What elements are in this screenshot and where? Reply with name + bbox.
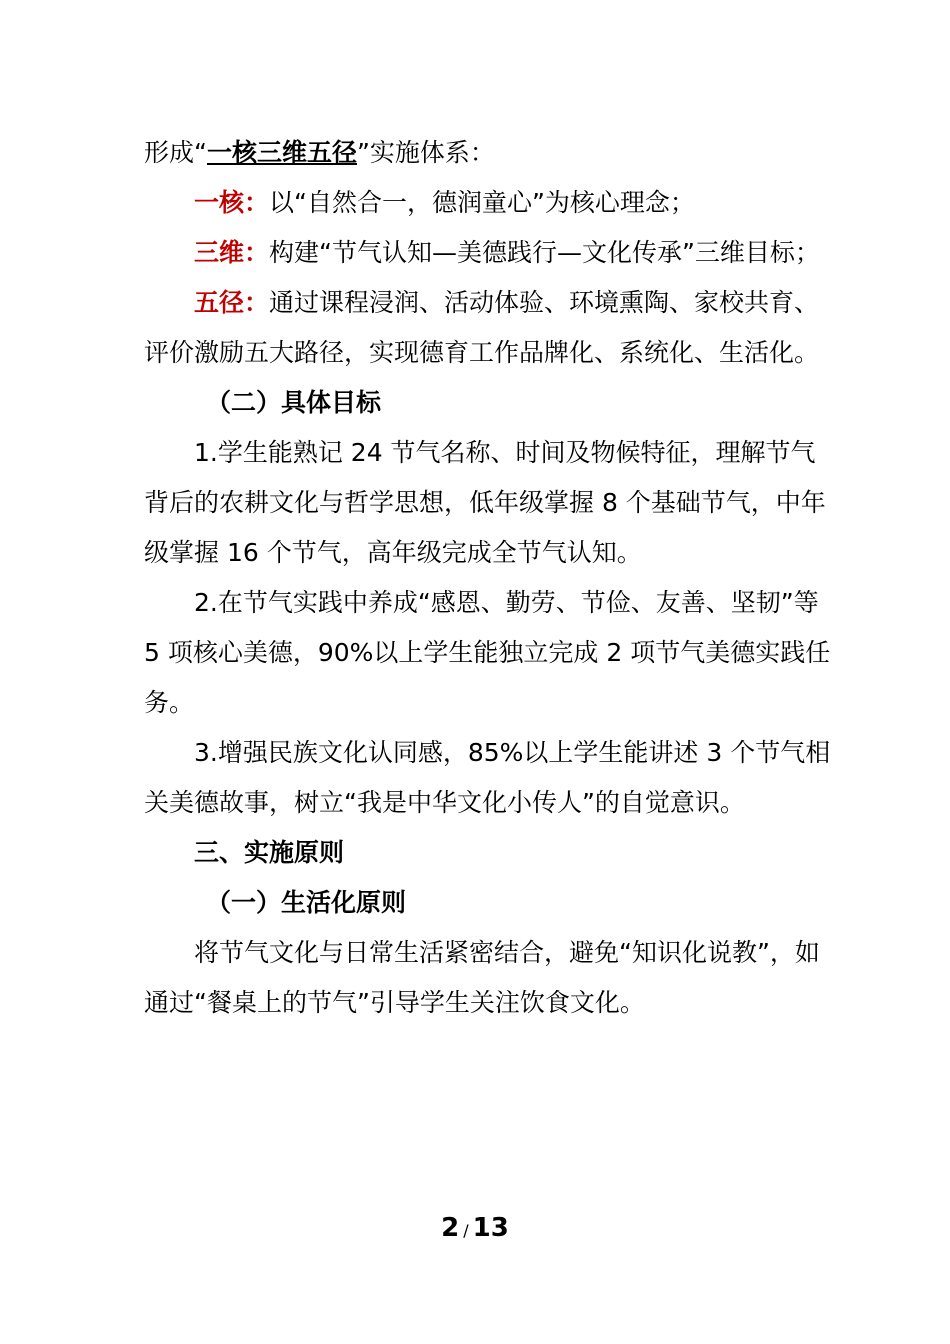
intro-paragraph: [144, 128, 834, 178]
total-page-count: 13: [472, 1213, 509, 1243]
three-dimensions-text: 构建“节气认知—美德践行—文化传承”三维目标；: [269, 238, 820, 267]
principles-paragraph: 将节气文化与日常生活紧密结合，避免“知识化说教”，如通过“餐桌上的节气”引导学生关注饮食文化。: [144, 938, 820, 1017]
core-label: 一核：: [194, 188, 270, 217]
goal-item-3: 3.增强民族文化认同感，85%以上学生能讲述 3 个节气相关美德故事，树立“我是中华文化小传人”的自觉意识。: [144, 738, 831, 817]
five-paths-label: 五径：: [194, 288, 270, 317]
intro-suffix: ”实施体系：: [356, 138, 495, 167]
three-dimensions-paragraph: [144, 228, 834, 278]
goal-item-1: 1.学生能熟记 24 节气名称、时间及物候特征，理解节气背后的农耕文化与哲学思想，低年级掌握 8 个基础节气，中年级掌握 16 个节气，高年级完成全节气认知。: [144, 438, 826, 567]
five-paths-paragraph: [144, 278, 834, 378]
principles-heading: 三、实施原则: [194, 838, 345, 867]
goal-item-2: 2.在节气实践中养成“感恩、勤劳、节俭、友善、坚韧”等 5 项核心美德，90%以上学生能独立完成 2 项节气美德实践任务。: [144, 588, 831, 717]
principles-subheading: （一）生活化原则: [206, 888, 407, 917]
document-body: [144, 128, 834, 1028]
core-paragraph: [144, 178, 834, 228]
three-dimensions-label: 三维：: [194, 238, 270, 267]
page-number: [0, 1208, 950, 1251]
current-page-number: 2: [441, 1213, 460, 1243]
five-paths-text: 通过课程浸润、活动体验、环境熏陶、家校共育、评价激励五大路径，实现德育工作品牌化、系统化、生活化。: [144, 288, 820, 367]
intro-highlight: 一核三维五径: [206, 138, 357, 167]
core-text: 以“自然合一，德润童心”为核心理念；: [269, 188, 695, 217]
page-separator: /: [463, 1221, 469, 1240]
specific-goals-heading: （二）具体目标: [206, 388, 382, 417]
intro-prefix: 形成“: [144, 138, 207, 167]
